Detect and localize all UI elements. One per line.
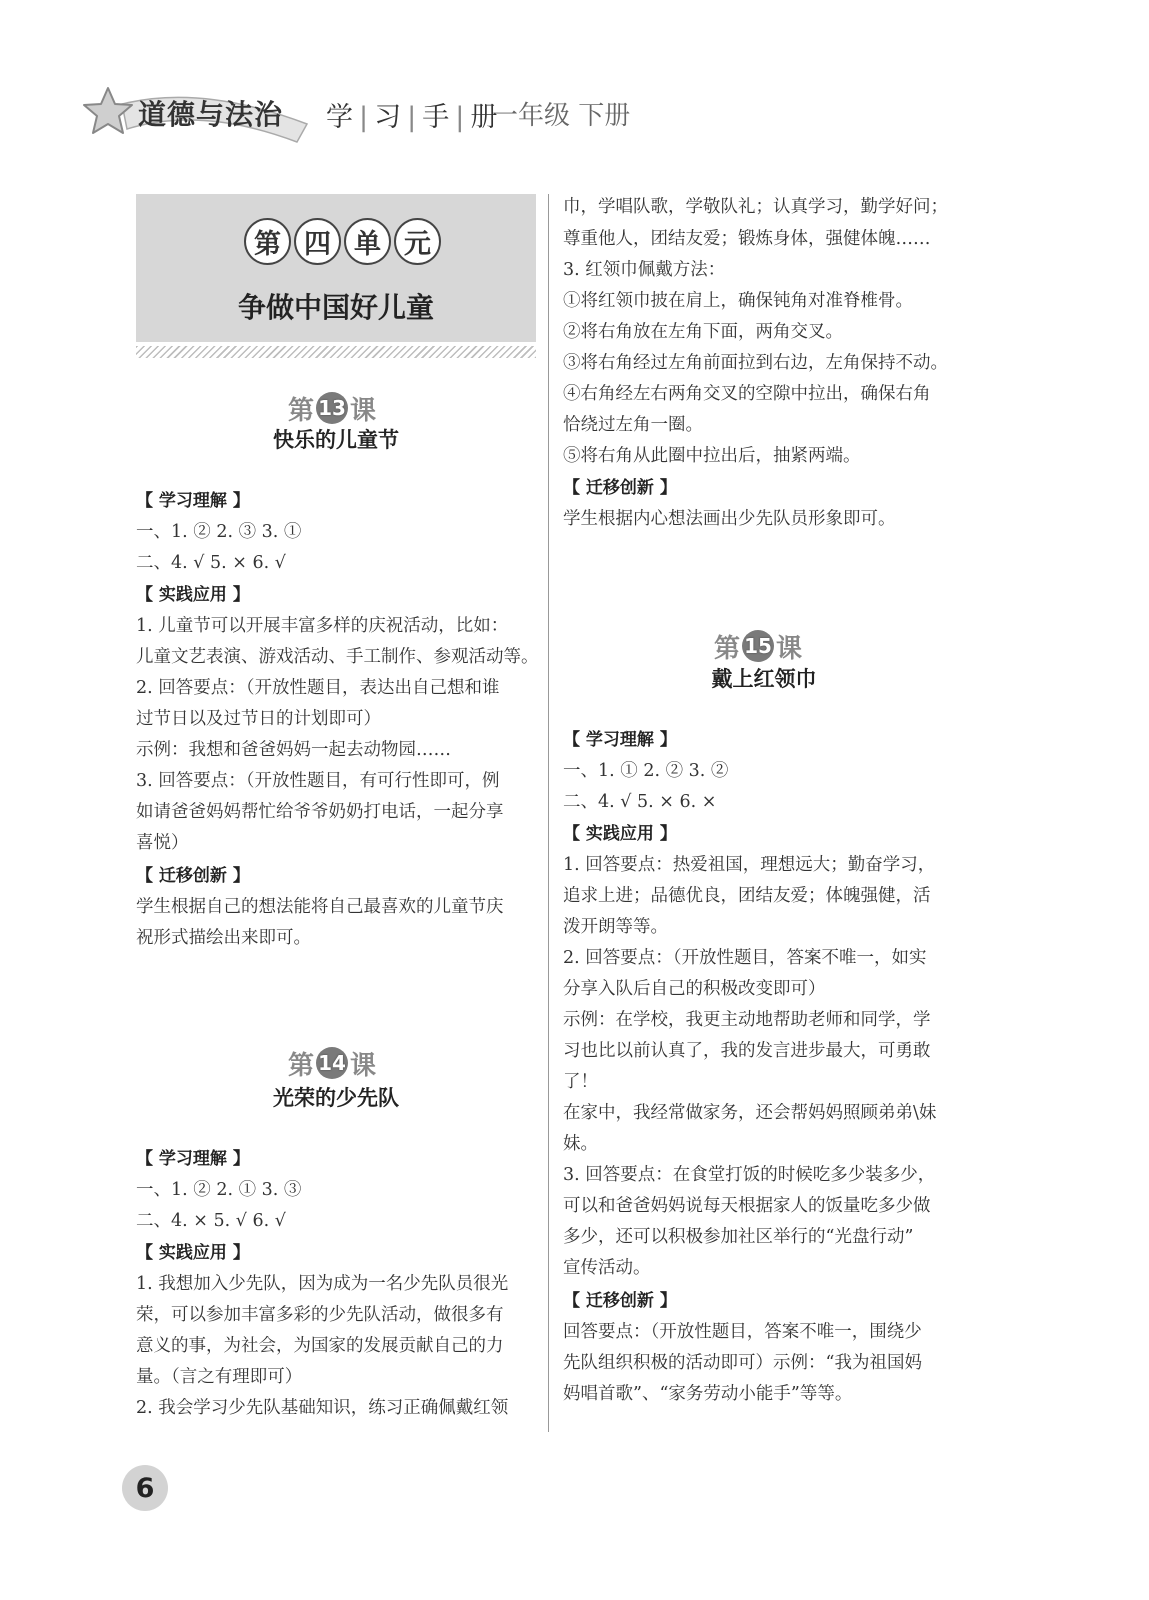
column-divider — [548, 194, 549, 1432]
hatch-divider — [136, 346, 536, 358]
lesson-14-badge: 第 14 课 — [288, 1047, 376, 1079]
book-title: 学 | 习 | 手 | 册 — [326, 102, 499, 133]
unit-number: 第 四 单 元 — [244, 218, 441, 265]
section-label: 【 学习理解 】 — [136, 491, 250, 511]
page-number: 6 — [122, 1465, 168, 1511]
lesson-13-title: 快乐的儿童节 — [273, 428, 399, 452]
lesson-13-badge: 第 13 课 — [288, 392, 376, 424]
lesson-14-title: 光荣的少先队 — [273, 1086, 399, 1110]
section-label: 【 实践应用 】 — [136, 585, 250, 605]
section-label: 【 迁移创新 】 — [563, 478, 677, 498]
unit-subtitle: 争做中国好儿童 — [237, 291, 434, 324]
section-label: 【 学习理解 】 — [136, 1149, 250, 1169]
section-label: 【 学习理解 】 — [563, 730, 677, 750]
section-label: 【 实践应用 】 — [136, 1243, 250, 1263]
section-label: 【 迁移创新 】 — [563, 1291, 677, 1311]
lesson-15-title: 戴上红领巾 — [711, 667, 817, 691]
grade-label: 一年级 下册 — [492, 101, 631, 131]
section-label: 【 实践应用 】 — [563, 824, 677, 844]
subject-title: 道德与法治 — [138, 98, 284, 131]
lesson-15-badge: 第 15 课 — [714, 630, 802, 662]
section-label: 【 迁移创新 】 — [136, 866, 250, 886]
star-icon — [84, 88, 132, 133]
